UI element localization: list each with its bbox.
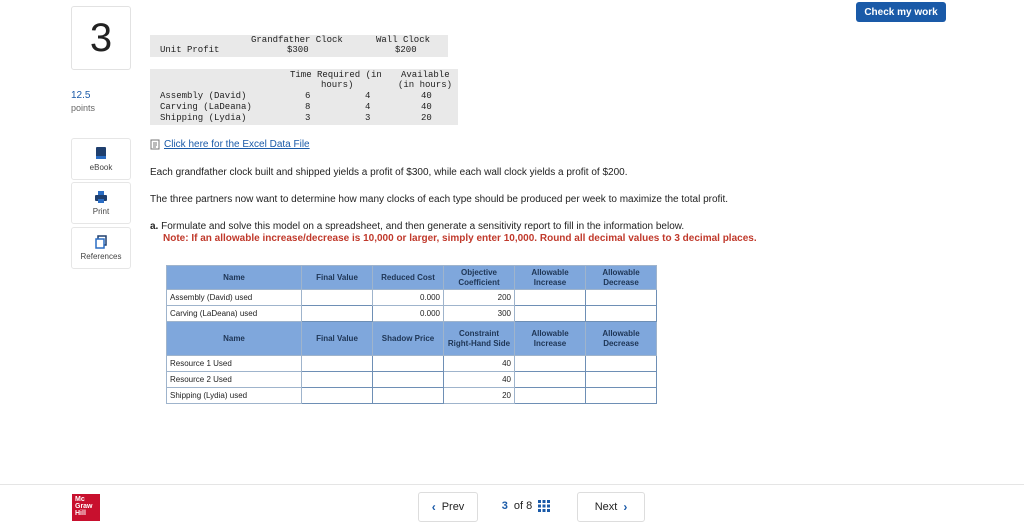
- resource-name: Shipping (Lydia): [160, 113, 247, 123]
- table-row: [167, 356, 657, 372]
- profit-wall: $200: [395, 45, 417, 55]
- available-hours: [421, 91, 432, 124]
- footer-divider: [0, 484, 1024, 485]
- table-row: [167, 290, 657, 306]
- resource-name: Assembly (David): [160, 91, 247, 101]
- print-label: Print: [92, 207, 110, 216]
- col-grandfather: Grandfather Clock: [251, 35, 343, 45]
- row-name: Resource 2 Used: [167, 372, 302, 388]
- chevron-right-icon: ›: [623, 500, 628, 514]
- row-name: Resource 1 Used: [167, 356, 302, 372]
- available-2: (in hours): [398, 80, 453, 90]
- allowable-increase-input[interactable]: [515, 290, 586, 306]
- chevron-left-icon: ‹: [431, 500, 436, 514]
- final-value-input[interactable]: [302, 372, 373, 388]
- shadow-price-input[interactable]: [373, 356, 444, 372]
- page-indicator[interactable]: [482, 492, 570, 520]
- variable-header-row: [167, 266, 657, 290]
- header-allowable-decrease: Allowable Decrease: [586, 322, 657, 356]
- reduced-cost-value: 0.000: [373, 290, 444, 306]
- points-info: [71, 90, 95, 114]
- allowable-increase-input[interactable]: [515, 372, 586, 388]
- objective-coefficient-value: 200: [444, 290, 515, 306]
- logo-line: Graw: [75, 503, 93, 510]
- objective-coefficient-value: 300: [444, 306, 515, 322]
- part-a-label: a.: [150, 221, 159, 232]
- book-icon: [94, 146, 108, 160]
- table-row: [167, 388, 657, 404]
- header-allowable-increase: Allowable Increase: [515, 322, 586, 356]
- reduced-cost-value: 0.000: [373, 306, 444, 322]
- sensitivity-table: [166, 265, 657, 404]
- points-label: points: [71, 103, 96, 113]
- prev-label: Prev: [441, 501, 465, 513]
- next-button[interactable]: [577, 492, 645, 522]
- allowable-decrease-input[interactable]: [586, 356, 657, 372]
- unit-profit-label: Unit Profit: [160, 45, 220, 55]
- ebook-button[interactable]: [71, 138, 131, 180]
- allowable-increase-input[interactable]: [515, 356, 586, 372]
- grid-icon[interactable]: [538, 500, 550, 512]
- table-row: [167, 372, 657, 388]
- rhs-value: 40: [444, 356, 515, 372]
- gc-hour: 3: [305, 113, 311, 123]
- row-name: Carving (LaDeana) used: [167, 306, 302, 322]
- allowable-decrease-input[interactable]: [586, 306, 657, 322]
- header-constraint-rhs: Constraint Right-Hand Side: [444, 322, 515, 356]
- logo-line: Hill: [75, 510, 86, 517]
- final-value-input[interactable]: [302, 290, 373, 306]
- available-hour: 40: [421, 102, 432, 112]
- excel-link-row: [150, 139, 310, 150]
- available-1: Available: [401, 70, 450, 80]
- part-a-text: Formulate and solve this model on a spreadsheet, and then generate a sensitivity report to fill in the information below.: [161, 221, 685, 232]
- next-label: Next: [594, 501, 618, 513]
- constraint-header-row: [167, 322, 657, 356]
- header-shadow-price: Shadow Price: [373, 322, 444, 356]
- row-name: Shipping (Lydia) used: [167, 388, 302, 404]
- shadow-price-input[interactable]: [373, 372, 444, 388]
- logo-line: Mc: [75, 496, 85, 503]
- rhs-value: 40: [444, 372, 515, 388]
- references-label: References: [80, 252, 122, 261]
- available-hour: 40: [421, 91, 432, 101]
- page-current: 3: [501, 500, 508, 512]
- allowable-increase-input[interactable]: [515, 306, 586, 322]
- page-of: of 8: [513, 500, 533, 512]
- resource-names: [160, 91, 252, 124]
- header-name: Name: [167, 322, 302, 356]
- header-final-value: Final Value: [302, 266, 373, 290]
- header-reduced-cost: Reduced Cost: [373, 266, 444, 290]
- col-wall: Wall Clock: [376, 35, 431, 45]
- gc-hours: [305, 91, 310, 124]
- header-final-value: Final Value: [302, 322, 373, 356]
- check-my-work-button[interactable]: Check my work: [856, 2, 946, 22]
- file-icon: [150, 139, 161, 150]
- prev-button[interactable]: [418, 492, 478, 522]
- wc-hour: 4: [365, 91, 371, 101]
- wc-hour: 4: [365, 102, 371, 112]
- available-hour: 20: [421, 113, 432, 123]
- printer-icon: [94, 190, 108, 204]
- profit-grandfather: $300: [287, 45, 309, 55]
- header-objective-coefficient: Objective Coefficient: [444, 266, 515, 290]
- paragraph-partners: The three partners now want to determine how many clocks of each type should be produced per week to maximize the total profit.: [150, 194, 729, 205]
- header-allowable-increase: Allowable Increase: [515, 266, 586, 290]
- allowable-decrease-input[interactable]: [586, 290, 657, 306]
- shadow-price-input[interactable]: [373, 388, 444, 404]
- final-value-input[interactable]: [302, 388, 373, 404]
- table-row: [167, 306, 657, 322]
- excel-data-link[interactable]: Click here for the Excel Data File: [164, 139, 310, 150]
- allowable-decrease-input[interactable]: [586, 372, 657, 388]
- references-icon: [94, 235, 108, 249]
- row-name: Assembly (David) used: [167, 290, 302, 306]
- header-allowable-decrease: Allowable Decrease: [586, 266, 657, 290]
- print-button[interactable]: [71, 182, 131, 224]
- resource-name: Carving (LaDeana): [160, 102, 252, 112]
- question-number: 3: [71, 6, 131, 70]
- paragraph-profit: Each grandfather clock built and shipped yields a profit of $300, while each wall clock yields a profit of $200.: [150, 167, 628, 178]
- mcgraw-hill-logo: [72, 494, 100, 521]
- wc-hour: 3: [365, 113, 371, 123]
- gc-hour: 6: [305, 91, 311, 101]
- time-required-2: hours): [321, 80, 354, 90]
- references-button[interactable]: [71, 227, 131, 269]
- allowable-increase-input[interactable]: [515, 388, 586, 404]
- part-a: [150, 221, 684, 232]
- rhs-value: 20: [444, 388, 515, 404]
- part-a-note: Note: If an allowable increase/decrease is 10,000 or larger, simply enter 10,000. Round all decimal values to 3 decimal places.: [163, 233, 757, 244]
- ebook-label: eBook: [89, 163, 113, 172]
- time-required-1: Time Required (in: [290, 70, 382, 80]
- final-value-input[interactable]: [302, 356, 373, 372]
- wc-hours: [365, 91, 370, 124]
- header-name: Name: [167, 266, 302, 290]
- allowable-decrease-input[interactable]: [586, 388, 657, 404]
- gc-hour: 8: [305, 102, 311, 112]
- points-value: 12.5: [71, 90, 91, 101]
- final-value-input[interactable]: [302, 306, 373, 322]
